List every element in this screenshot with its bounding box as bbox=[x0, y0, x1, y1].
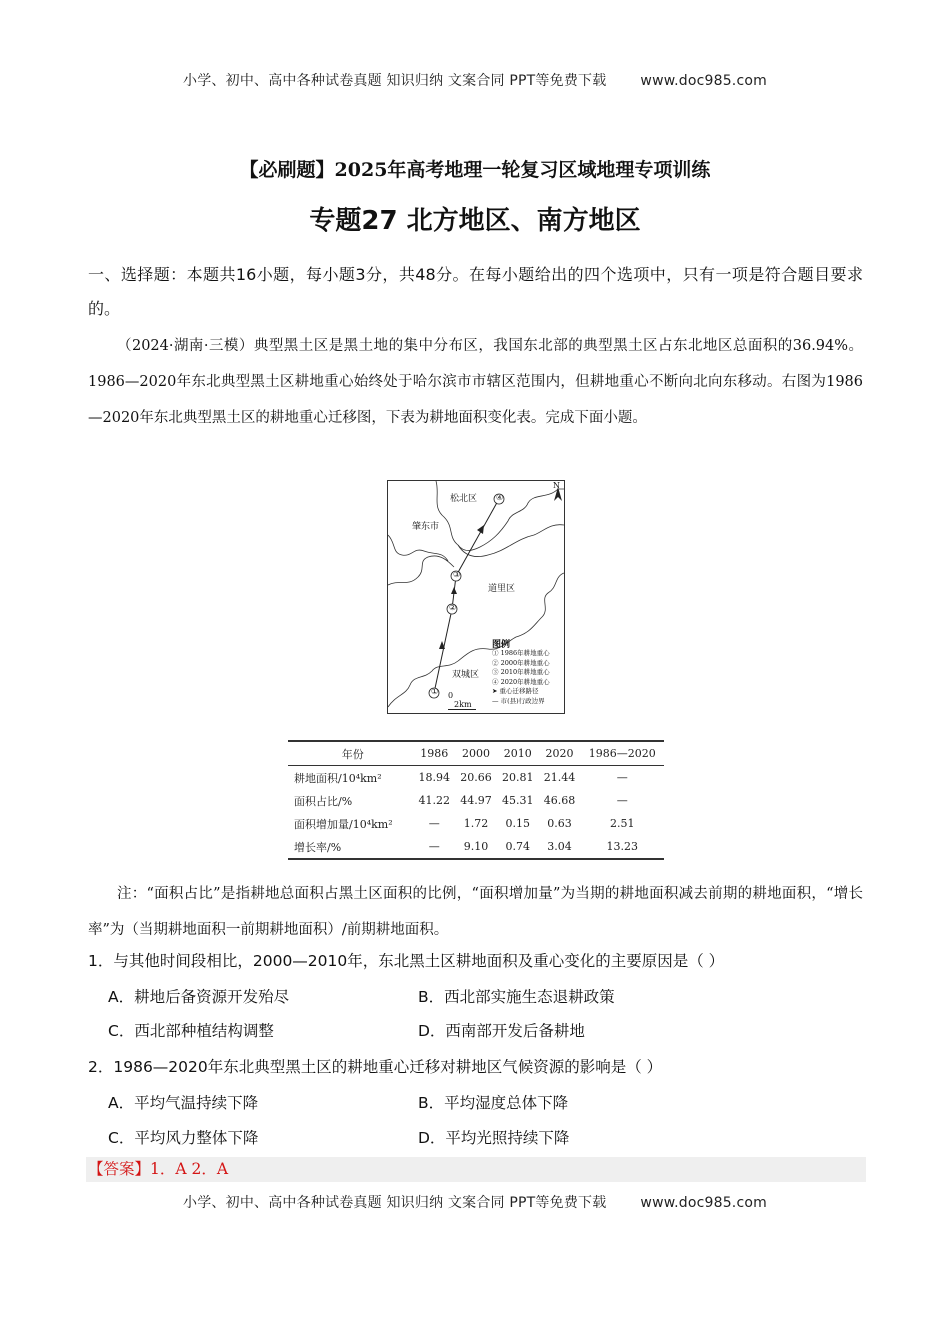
farmland-table bbox=[288, 740, 664, 860]
header-url[interactable]: www.doc985.com bbox=[640, 73, 767, 89]
table-row: 面积占比/% 41.22 44.97 45.31 46.68 — bbox=[294, 794, 628, 808]
map-legend bbox=[492, 649, 550, 706]
table-row: 耕地面积/10⁴km² 18.94 20.66 20.81 21.44 — bbox=[294, 771, 628, 785]
document-subtitle: 专题27 北方地区、南方地区 bbox=[309, 206, 641, 236]
arrow-icon: ➤ bbox=[492, 687, 498, 695]
table-note: 注：“面积占比”是指耕地总面积占黑土区面积的比例，“面积增加量”为当期的耕地面积减去前期的耕地面积，“增长率”为（当期耕地面积一前期耕地面积）/前期耕地面积。 bbox=[88, 886, 863, 938]
map-label-zhaodong: 肇东市 bbox=[412, 522, 440, 532]
point-label-3: ③ bbox=[453, 570, 461, 579]
footer-text: 小学、初中、高中各种试卷真题 知识归纳 文案合同 PPT等免费下载 bbox=[183, 1195, 607, 1211]
header-text: 小学、初中、高中各种试卷真题 知识归纳 文案合同 PPT等免费下载 bbox=[183, 73, 607, 89]
point-label-4: ④ bbox=[496, 493, 504, 502]
legend-item-boundary: — 市(县)行政边界 bbox=[492, 696, 545, 705]
table-row: 面积增加量/10⁴km² — 1.72 0.15 0.63 2.51 bbox=[294, 817, 635, 831]
question-1-stem: 1．与其他时间段相比，2000—2010年，东北黑土区耕地面积及重心变化的主要原因是（ ） bbox=[88, 952, 725, 970]
map-label-daoli: 道里区 bbox=[488, 584, 516, 594]
page-header bbox=[0, 70, 950, 90]
migration-path bbox=[434, 499, 499, 693]
question-2-option-c[interactable]: C．平均风力整体下降 bbox=[108, 1129, 259, 1147]
header-2020: 2020 bbox=[539, 741, 581, 766]
legend-item-path: ➤ 重心迁移路径 bbox=[492, 687, 539, 695]
north-label: N bbox=[553, 481, 560, 490]
document-title: 【必刷题】2025年高考地理一轮复习区域地理专项训练 bbox=[239, 159, 711, 181]
answer-box: 【答案】1．A 2．A bbox=[86, 1157, 866, 1182]
map-label-shuangcheng: 双城区 bbox=[452, 670, 480, 680]
point-label-1: ① bbox=[431, 687, 439, 696]
legend-item-2020: ④ 2020年耕地重心 bbox=[492, 677, 550, 686]
question-2-option-b[interactable]: B．平均湿度总体下降 bbox=[418, 1094, 569, 1112]
question-2-option-d[interactable]: D．平均光照持续下降 bbox=[418, 1129, 570, 1147]
question-1-option-b[interactable]: B．西北部实施生态退耕政策 bbox=[418, 988, 615, 1006]
question-1-option-d[interactable]: D．西南部开发后备耕地 bbox=[418, 1022, 585, 1040]
section-heading: 一、选择题：本题共16小题，每小题3分，共48分。在每小题给出的四个选项中，只有一项是符合题目要求的。 bbox=[88, 265, 863, 318]
legend-item-2010: ③ 2010年耕地重心 bbox=[492, 668, 550, 676]
header-year: 年份 bbox=[288, 741, 413, 766]
line-icon: — bbox=[492, 696, 499, 705]
intro-paragraph: （2024·湖南·三模）典型黑土区是黑土地的集中分布区，我国东北部的典型黑土区占东北地区总面积的36.94%。1986—2020年东北典型黑土区耕地重心始终处于哈尔滨市市辖区范围内，但耕地重心不断向北向东移动。右图为1986—2020年东北典型黑土区的耕地重心迁移图，下表为耕地面积变化表。完成下面小题。 bbox=[88, 338, 863, 426]
header-2010: 2010 bbox=[497, 741, 539, 766]
page-footer bbox=[0, 1192, 950, 1212]
legend-item-1986: ① 1986年耕地重心 bbox=[492, 649, 550, 657]
migration-map bbox=[387, 480, 565, 714]
table-header-row bbox=[288, 741, 664, 766]
header-2000: 2000 bbox=[455, 741, 497, 766]
question-2-stem: 2．1986—2020年东北典型黑土区的耕地重心迁移对耕地区气候资源的影响是（ ） bbox=[88, 1058, 663, 1076]
legend-title: 图例 bbox=[492, 640, 511, 650]
scale-bar: 0 2km bbox=[448, 691, 476, 710]
header-total: 1986—2020 bbox=[580, 741, 664, 766]
footer-url[interactable]: www.doc985.com bbox=[640, 1195, 767, 1211]
table-row: 增长率/% — 9.10 0.74 3.04 13.23 bbox=[288, 835, 664, 859]
question-1-option-a[interactable]: A．耕地后备资源开发殆尽 bbox=[108, 988, 290, 1006]
path-arrows bbox=[439, 525, 484, 649]
header-1986: 1986 bbox=[413, 741, 455, 766]
point-label-2: ② bbox=[449, 603, 457, 612]
map-label-songbei: 松北区 bbox=[450, 494, 478, 504]
legend-item-2000: ② 2000年耕地重心 bbox=[492, 658, 550, 667]
question-1-option-c[interactable]: C．西北部种植结构调整 bbox=[108, 1022, 274, 1040]
question-2-option-a[interactable]: A．平均气温持续下降 bbox=[108, 1094, 259, 1112]
